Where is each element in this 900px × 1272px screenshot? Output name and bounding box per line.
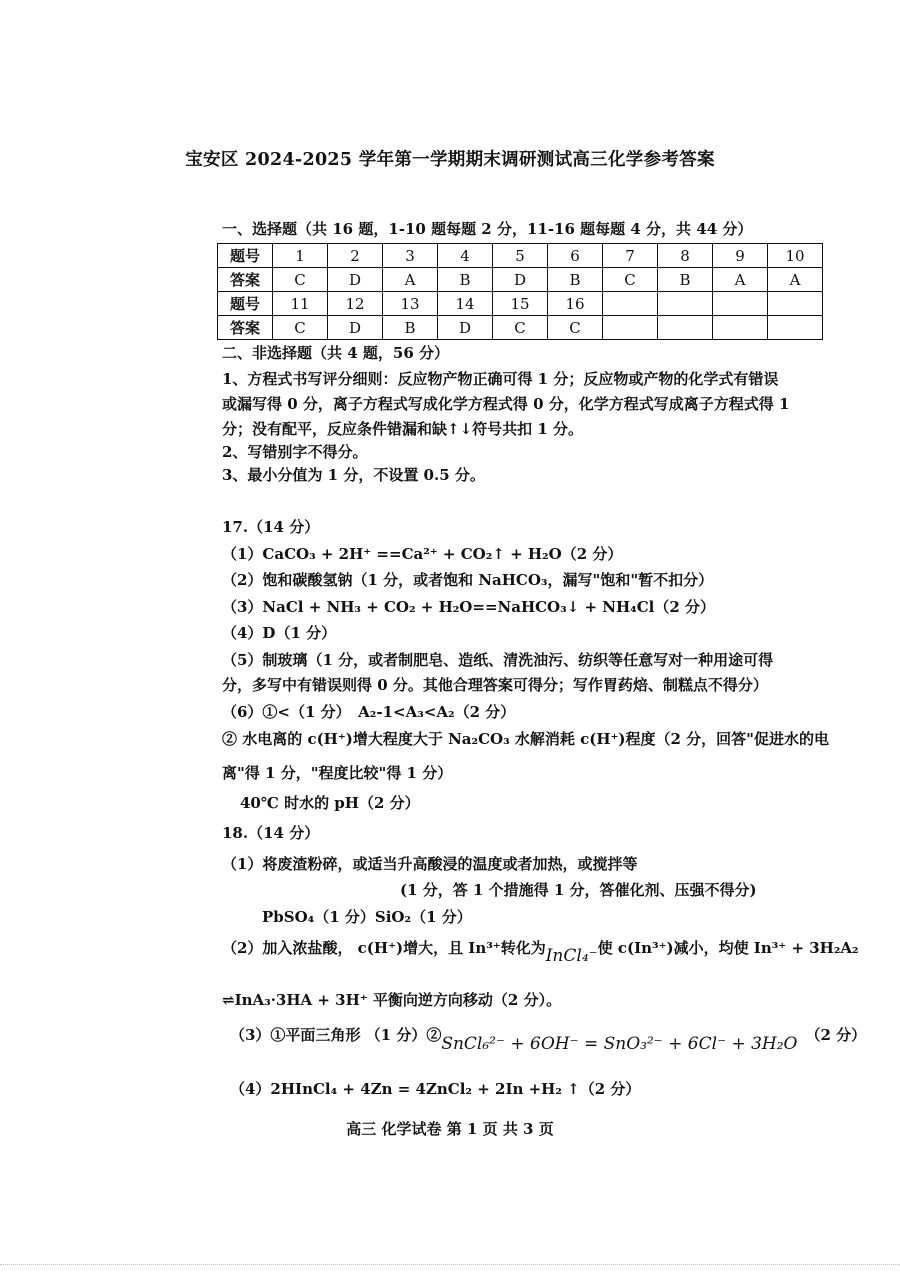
q18-part-3-score: （2 分） — [805, 1026, 867, 1044]
table-cell: 6 — [548, 244, 603, 268]
table-cell: A — [713, 268, 768, 292]
rule-1-line-2: 或漏写得 0 分，离子方程式写成化学方程式得 0 分，化学方程式写成离子方程式得 1 — [222, 395, 790, 413]
rule-3: 3、最小分值为 1 分，不设置 0.5 分。 — [222, 466, 485, 484]
table-cell: B — [658, 268, 713, 292]
section1-heading: 一、选择题（共 16 题，1-10 题每题 2 分，11-16 题每题 4 分，共 44 分） — [222, 220, 753, 238]
table-cell: 8 — [658, 244, 713, 268]
rule-1-line-3: 分；没有配平，反应条件错漏和缺↑↓符号共扣 1 分。 — [222, 420, 584, 438]
incl4-formula: InCl₄⁻ — [545, 946, 598, 966]
table-cell: 15 — [493, 292, 548, 316]
table-row — [218, 244, 823, 268]
q17-part-6-line-4: 40℃ 时水的 pH（2 分） — [240, 794, 420, 812]
q18-part-3 — [230, 1024, 867, 1054]
q18-heading: 18.（14 分） — [222, 824, 320, 842]
table-cell — [768, 316, 823, 340]
page-footer: 高三 化学试卷 第 1 页 共 3 页 — [346, 1120, 554, 1138]
table-cell: A — [768, 268, 823, 292]
table-cell: D — [438, 316, 493, 340]
row-label: 答案 — [218, 316, 273, 340]
table-cell — [713, 292, 768, 316]
q17-heading: 17.（14 分） — [222, 518, 320, 536]
q17-part-1: （1）CaCO₃ + 2H⁺ ==Ca²⁺ + CO₂↑ + H₂O（2 分） — [222, 545, 623, 563]
section2-heading: 二、非选择题（共 4 题，56 分） — [222, 344, 449, 362]
table-cell: C — [493, 316, 548, 340]
table-cell: 7 — [603, 244, 658, 268]
q17-part-6-line-3: 离"得 1 分，"程度比较"得 1 分） — [222, 764, 453, 782]
table-cell: 10 — [768, 244, 823, 268]
page-title: 宝安区 2024-2025 学年第一学期期末调研测试高三化学参考答案 — [185, 150, 715, 170]
q17-part-2: （2）饱和碳酸氢钠（1 分，或者饱和 NaHCO₃，漏写"饱和"暂不扣分） — [222, 571, 714, 589]
table-cell: C — [273, 268, 328, 292]
table-cell: 14 — [438, 292, 493, 316]
page-edge-divider — [0, 1264, 900, 1266]
q17-part-3: （3）NaCl + NH₃ + CO₂ + H₂O==NaHCO₃↓ + NH₄Cl（2 分） — [222, 598, 716, 616]
rule-2: 2、写错别字不得分。 — [222, 443, 368, 461]
table-cell: C — [603, 268, 658, 292]
table-row — [218, 292, 823, 316]
sncl6-equation: SnCl₆²⁻ + 6OH⁻ = SnO₃²⁻ + 6Cl⁻ + 3H₂O — [441, 1034, 798, 1054]
table-cell — [658, 316, 713, 340]
table-cell: B — [383, 316, 438, 340]
q17-part-5-line-1: （5）制玻璃（1 分，或者制肥皂、造纸、清洗油污、纺织等任意写对一种用途可得 — [222, 651, 774, 669]
table-cell: C — [273, 316, 328, 340]
table-cell: B — [438, 268, 493, 292]
table-cell — [713, 316, 768, 340]
q18-part-1-line-2: (1 分，答 1 个措施得 1 分，答催化剂、压强不得分) — [400, 881, 757, 899]
table-cell — [603, 316, 658, 340]
table-cell: 16 — [548, 292, 603, 316]
table-cell — [768, 292, 823, 316]
q18-part-1-line-3: PbSO₄（1 分）SiO₂（1 分） — [262, 908, 472, 926]
table-cell: D — [328, 268, 383, 292]
q18-part-2-text-b: 使 c(In³⁺)减小，均使 In³⁺ + 3H₂A₂ — [597, 939, 859, 957]
table-cell: 13 — [383, 292, 438, 316]
table-cell: 5 — [493, 244, 548, 268]
q17-part-4: （4）D（1 分） — [222, 624, 337, 642]
table-cell — [658, 292, 713, 316]
q17-part-6-line-2: ② 水电离的 c(H⁺)增大程度大于 Na₂CO₃ 水解消耗 c(H⁺)程度（2 分，回答"促进水的电 — [222, 730, 829, 748]
table-cell: D — [328, 316, 383, 340]
table-row — [218, 268, 823, 292]
q18-part-2-line-2: ⇌InA₃·3HA + 3H⁺ 平衡向逆方向移动（2 分）。 — [222, 991, 562, 1009]
q18-part-2-line-1 — [222, 937, 859, 966]
table-row — [218, 316, 823, 340]
table-cell: C — [548, 316, 603, 340]
table-cell — [603, 292, 658, 316]
answer-table — [217, 243, 823, 340]
table-cell: 4 — [438, 244, 493, 268]
q17-part-6-line-1: （6）①<（1 分） A₂-1<A₃<A₂（2 分） — [222, 703, 516, 721]
table-cell: 9 — [713, 244, 768, 268]
row-label: 题号 — [218, 244, 273, 268]
table-cell: 1 — [273, 244, 328, 268]
q18-part-3-text: （3）①平面三角形 （1 分）② — [230, 1026, 442, 1044]
table-cell: A — [383, 268, 438, 292]
q18-part-2-text-a: （2）加入浓盐酸， c(H⁺)增大，且 In³⁺转化为 — [222, 939, 546, 957]
q17-part-5-line-2: 分，多写中有错误则得 0 分。其他合理答案可得分；写作胃药焙、制糕点不得分） — [222, 676, 768, 694]
table-cell: 12 — [328, 292, 383, 316]
table-cell: 3 — [383, 244, 438, 268]
row-label: 题号 — [218, 292, 273, 316]
table-cell: 11 — [273, 292, 328, 316]
table-cell: 2 — [328, 244, 383, 268]
table-cell: D — [493, 268, 548, 292]
table-cell: B — [548, 268, 603, 292]
rule-1-line-1: 1、方程式书写评分细则：反应物产物正确可得 1 分；反应物或产物的化学式有错误 — [222, 370, 779, 388]
q18-part-1-line-1: （1）将废渣粉碎，或适当升高酸浸的温度或者加热，或搅拌等 — [222, 855, 638, 873]
row-label: 答案 — [218, 268, 273, 292]
q18-part-4: （4）2HInCl₄ + 4Zn = 4ZnCl₂ + 2In +H₂ ↑（2 分） — [230, 1080, 641, 1098]
